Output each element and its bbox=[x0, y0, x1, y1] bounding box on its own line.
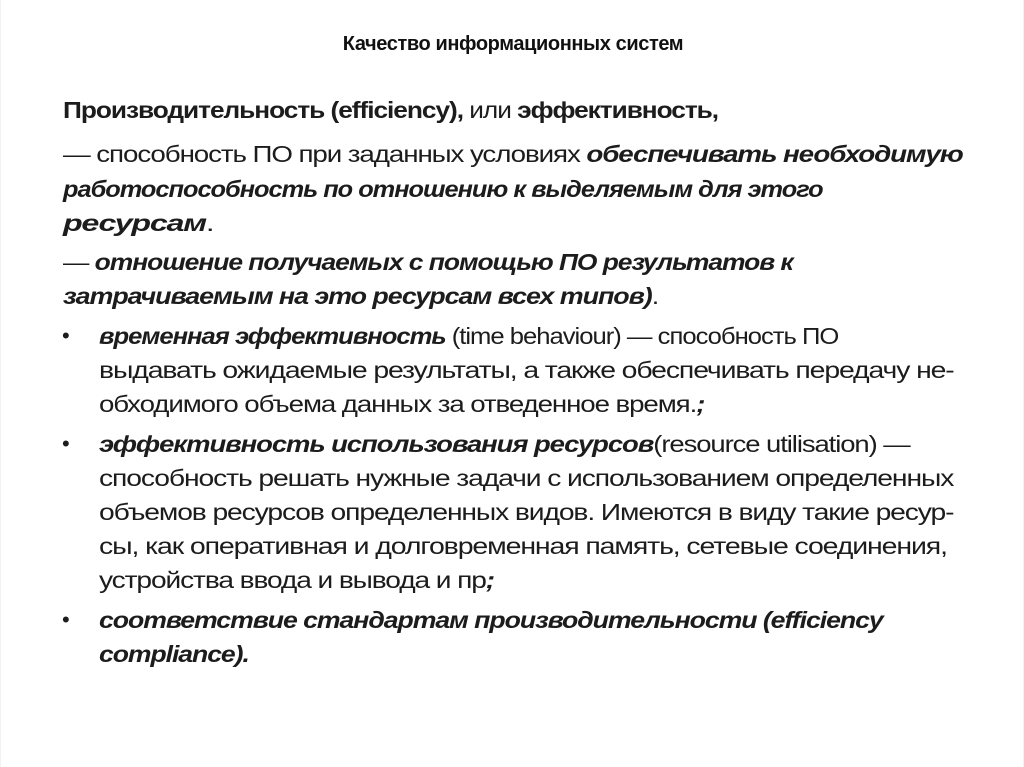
definition-2-period: . bbox=[651, 283, 659, 309]
definition-1-emphasis-end: ресурсам bbox=[63, 210, 206, 236]
definition-1-period: . bbox=[205, 210, 214, 236]
definition-2-line-2 bbox=[63, 283, 658, 310]
bullet-1-line-2: выдавать ожидаемые результаты, а также обеспечивать передачу не- bbox=[99, 357, 954, 383]
bullet-2-line-2: способность решать нужные задачи с использованием определенных bbox=[99, 465, 954, 491]
slide-title: Качество информационных систем bbox=[342, 33, 684, 55]
bullet-1-line-3 bbox=[99, 391, 704, 418]
definition-1-line-3 bbox=[63, 210, 214, 237]
bullet-2-line-1 bbox=[99, 431, 910, 458]
bullet-2-line-4: сы, как оперативная и долговременная память, сетевые соединения, bbox=[99, 533, 947, 559]
bullet-2-text-end: устройства ввода и вывода и пр bbox=[99, 567, 486, 593]
bullet-1-term: временная эффективность bbox=[99, 323, 446, 349]
bullet-icon: • bbox=[62, 323, 70, 348]
bullet-2-text: (resource utilisation) — bbox=[653, 431, 910, 457]
heading-connector: или bbox=[463, 97, 518, 123]
bullet-1-line-1 bbox=[99, 323, 838, 350]
heading-term: Производительность (efficiency), bbox=[63, 97, 464, 123]
definition-1-emphasis: обеспечивать необходимую bbox=[586, 141, 963, 167]
heading-synonym: эффективность, bbox=[517, 97, 719, 123]
definition-2-line-1 bbox=[63, 249, 793, 276]
definition-1-line-2: работоспособность по отношению к выделяемым для этого bbox=[63, 176, 823, 202]
bullet-1-text-end: обходимого объема данных за отведенное время. bbox=[99, 391, 697, 417]
bullet-2-term: эффективность использования ресурсов bbox=[99, 431, 654, 457]
definition-2-emphasis: отношение получаемых с помощью ПО результатов к bbox=[94, 249, 793, 275]
bullet-2-semicolon: ; bbox=[485, 567, 495, 593]
section-heading bbox=[63, 97, 718, 124]
definition-1-text: — способность ПО при заданных условиях bbox=[63, 141, 587, 167]
bullet-icon: • bbox=[62, 607, 70, 632]
bullet-3-line-2: compliance). bbox=[99, 641, 249, 667]
bullet-1-text: (time behaviour) — способность ПО bbox=[445, 323, 839, 349]
definition-2-dash: — bbox=[63, 249, 95, 275]
bullet-3-line-1: соответствие стандартам производительности (efficiency bbox=[99, 607, 883, 633]
bullet-1-semicolon: ; bbox=[696, 391, 705, 417]
bullet-icon: • bbox=[62, 431, 70, 456]
definition-2-emphasis-end: затрачиваемым на это ресурсам всех типов) bbox=[63, 283, 652, 309]
definition-1-line-1 bbox=[63, 141, 963, 168]
bullet-2-line-3: объемов ресурсов определенных видов. Имеются в виду такие ресур- bbox=[99, 499, 954, 525]
bullet-2-line-5 bbox=[99, 567, 494, 594]
